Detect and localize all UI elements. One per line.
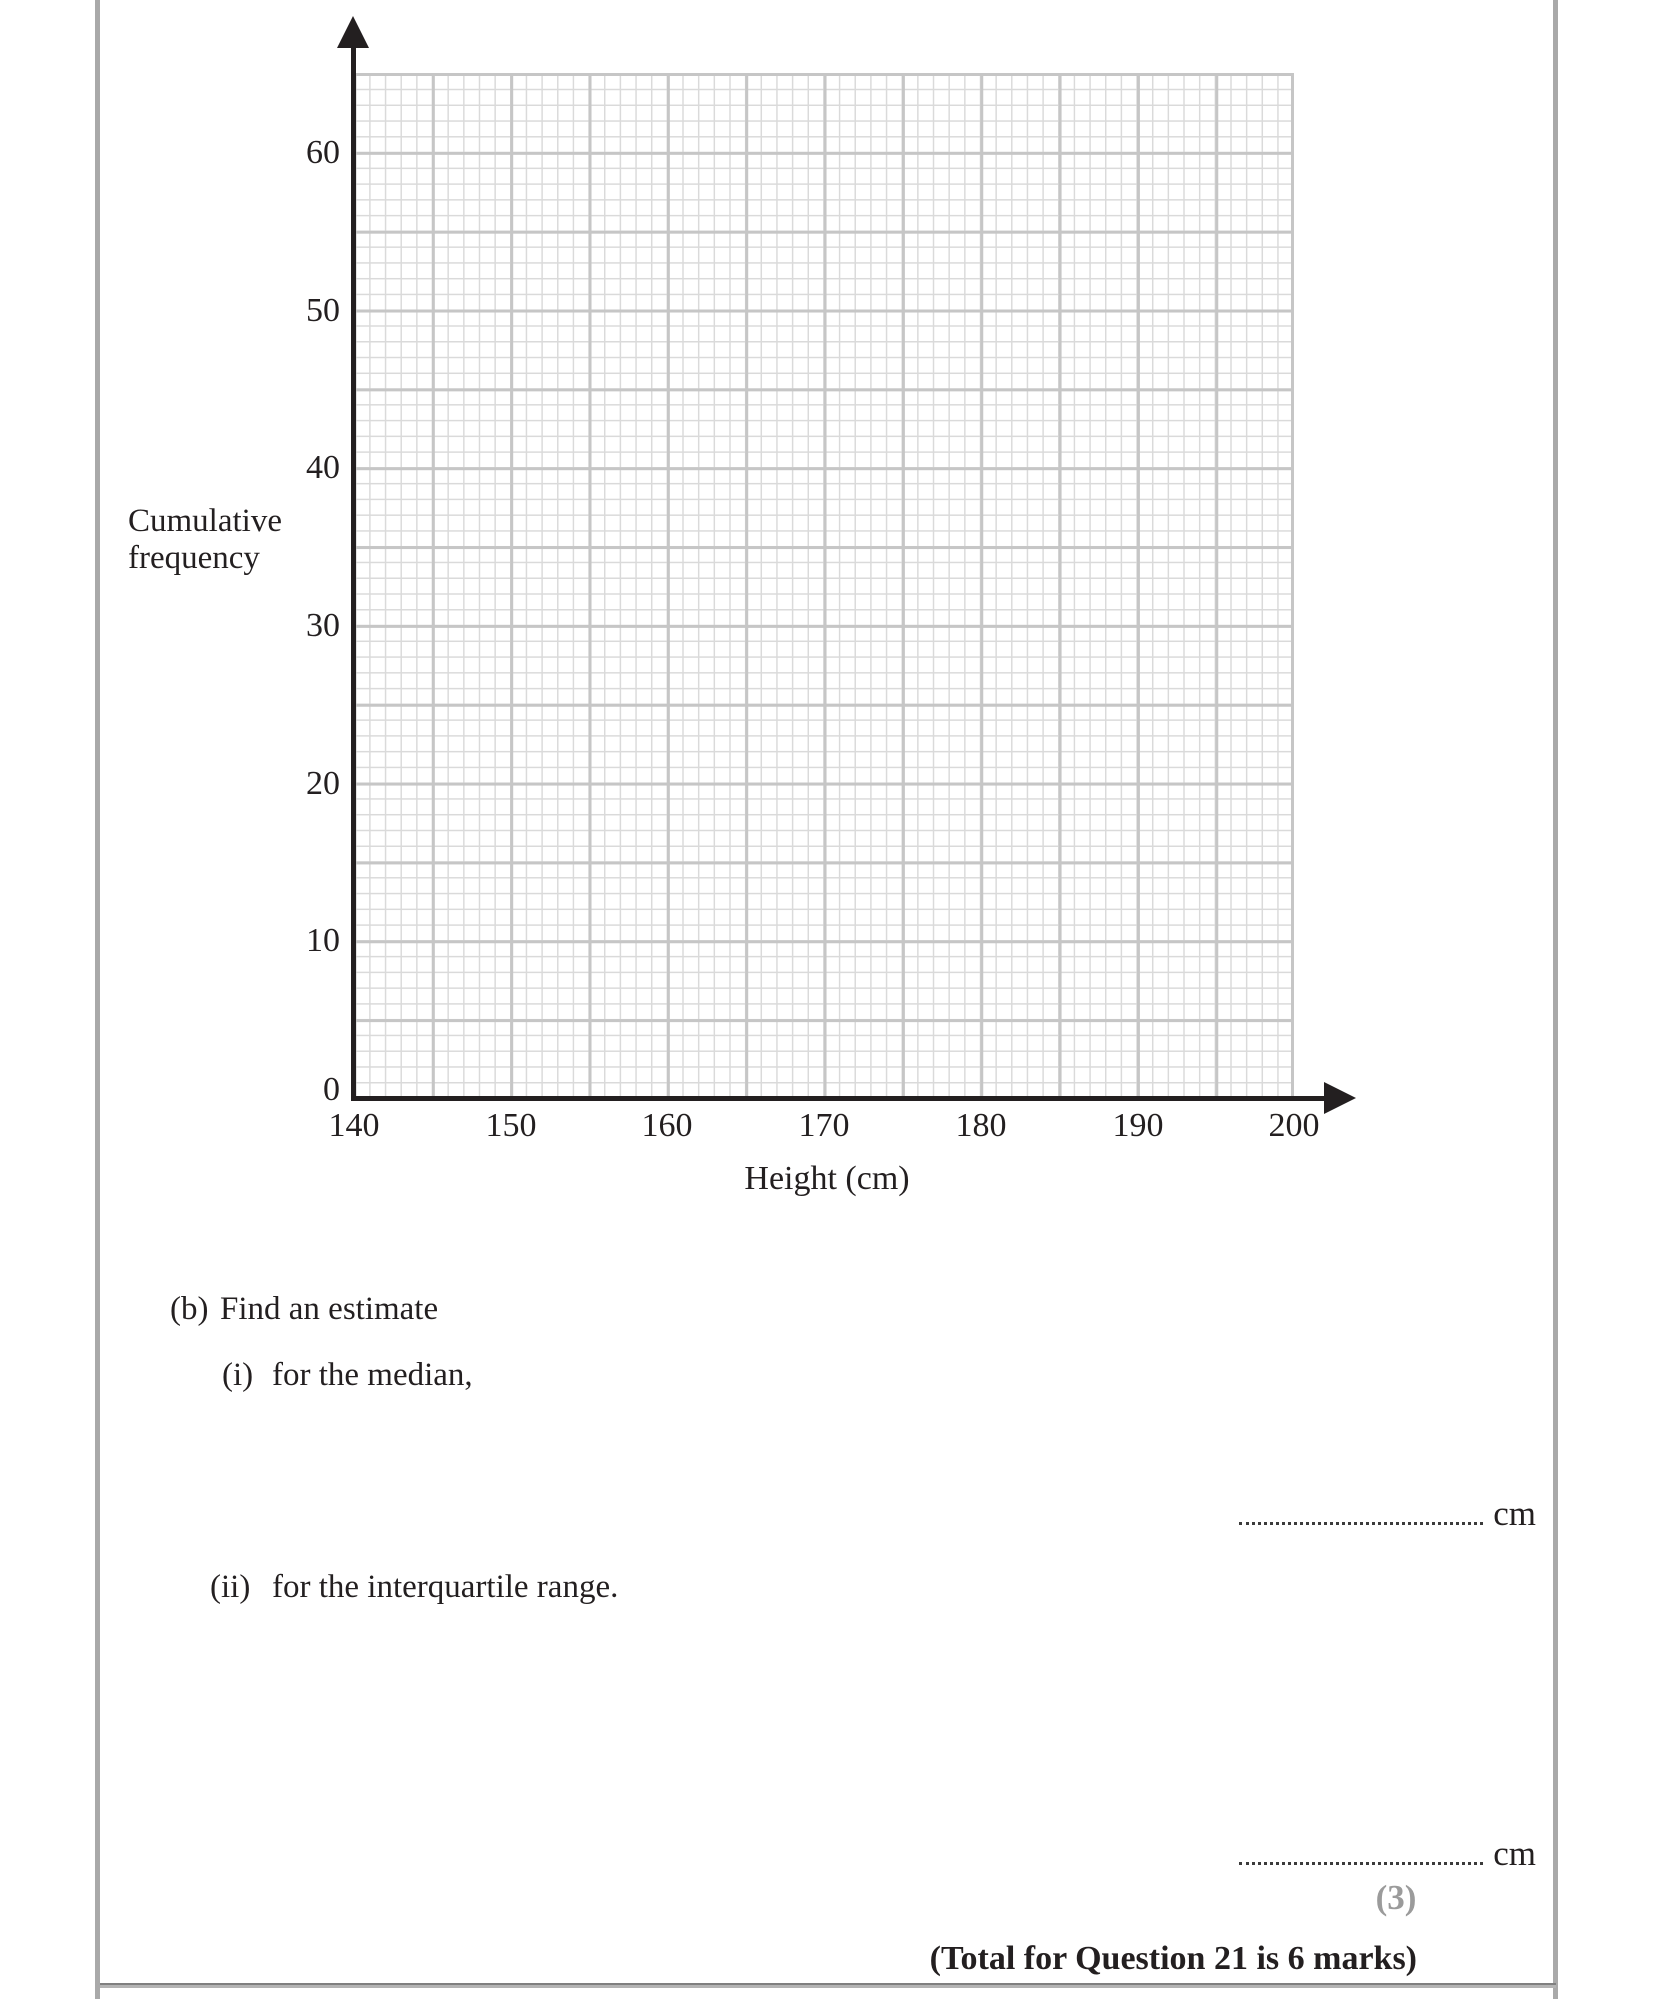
item-ii-marker: (ii) [210,1569,251,1605]
y-tick-50: 50 [306,292,340,329]
answer-dotted-line[interactable] [1239,1522,1483,1525]
unit-label-cm: cm [1493,1494,1536,1533]
y-tick-0: 0 [323,1071,340,1108]
part-b-text: Find an estimate [220,1291,439,1327]
unit-label-cm: cm [1493,1834,1536,1873]
y-tick-20: 20 [306,765,340,802]
answer-line-iqr [1239,1834,1536,1874]
item-i-text: for the median, [272,1357,473,1393]
question-item-ii [210,1568,618,1606]
y-tick-30: 30 [306,607,340,644]
x-axis-line [351,1096,1328,1101]
y-tick-10: 10 [306,922,340,959]
page-bottom-rule [100,1983,1556,1988]
x-tick-180: 180 [955,1107,1007,1144]
x-tick-150: 150 [485,1107,537,1144]
item-ii-text: for the interquartile range. [272,1569,619,1605]
y-tick-60: 60 [306,134,340,171]
part-b-marker: (b) [170,1291,209,1327]
x-tick-170: 170 [798,1107,850,1144]
x-tick-140: 140 [328,1107,380,1144]
y-axis-title [128,503,282,577]
x-tick-190: 190 [1112,1107,1164,1144]
question-part-b [170,1290,438,1328]
y-axis-title-line1: Cumulative [128,503,282,539]
y-axis-line [351,42,356,1101]
page-border-left [95,0,100,1999]
graph-paper-grid[interactable] [356,73,1294,1096]
total-marks-line: (Total for Question 21 is 6 marks) [929,1940,1417,1977]
answer-line-median [1239,1494,1536,1534]
question-item-i [222,1356,473,1394]
marks-badge: (3) [1375,1878,1417,1917]
y-axis-arrow-icon [337,16,369,48]
page-border-right [1553,0,1558,1999]
answer-dotted-line[interactable] [1239,1862,1483,1865]
x-tick-200: 200 [1268,1107,1320,1144]
item-i-marker: (i) [222,1357,254,1393]
x-axis-title: Height (cm) [744,1160,910,1197]
y-tick-40: 40 [306,449,340,486]
x-tick-160: 160 [641,1107,693,1144]
y-axis-title-line2: frequency [128,540,260,576]
